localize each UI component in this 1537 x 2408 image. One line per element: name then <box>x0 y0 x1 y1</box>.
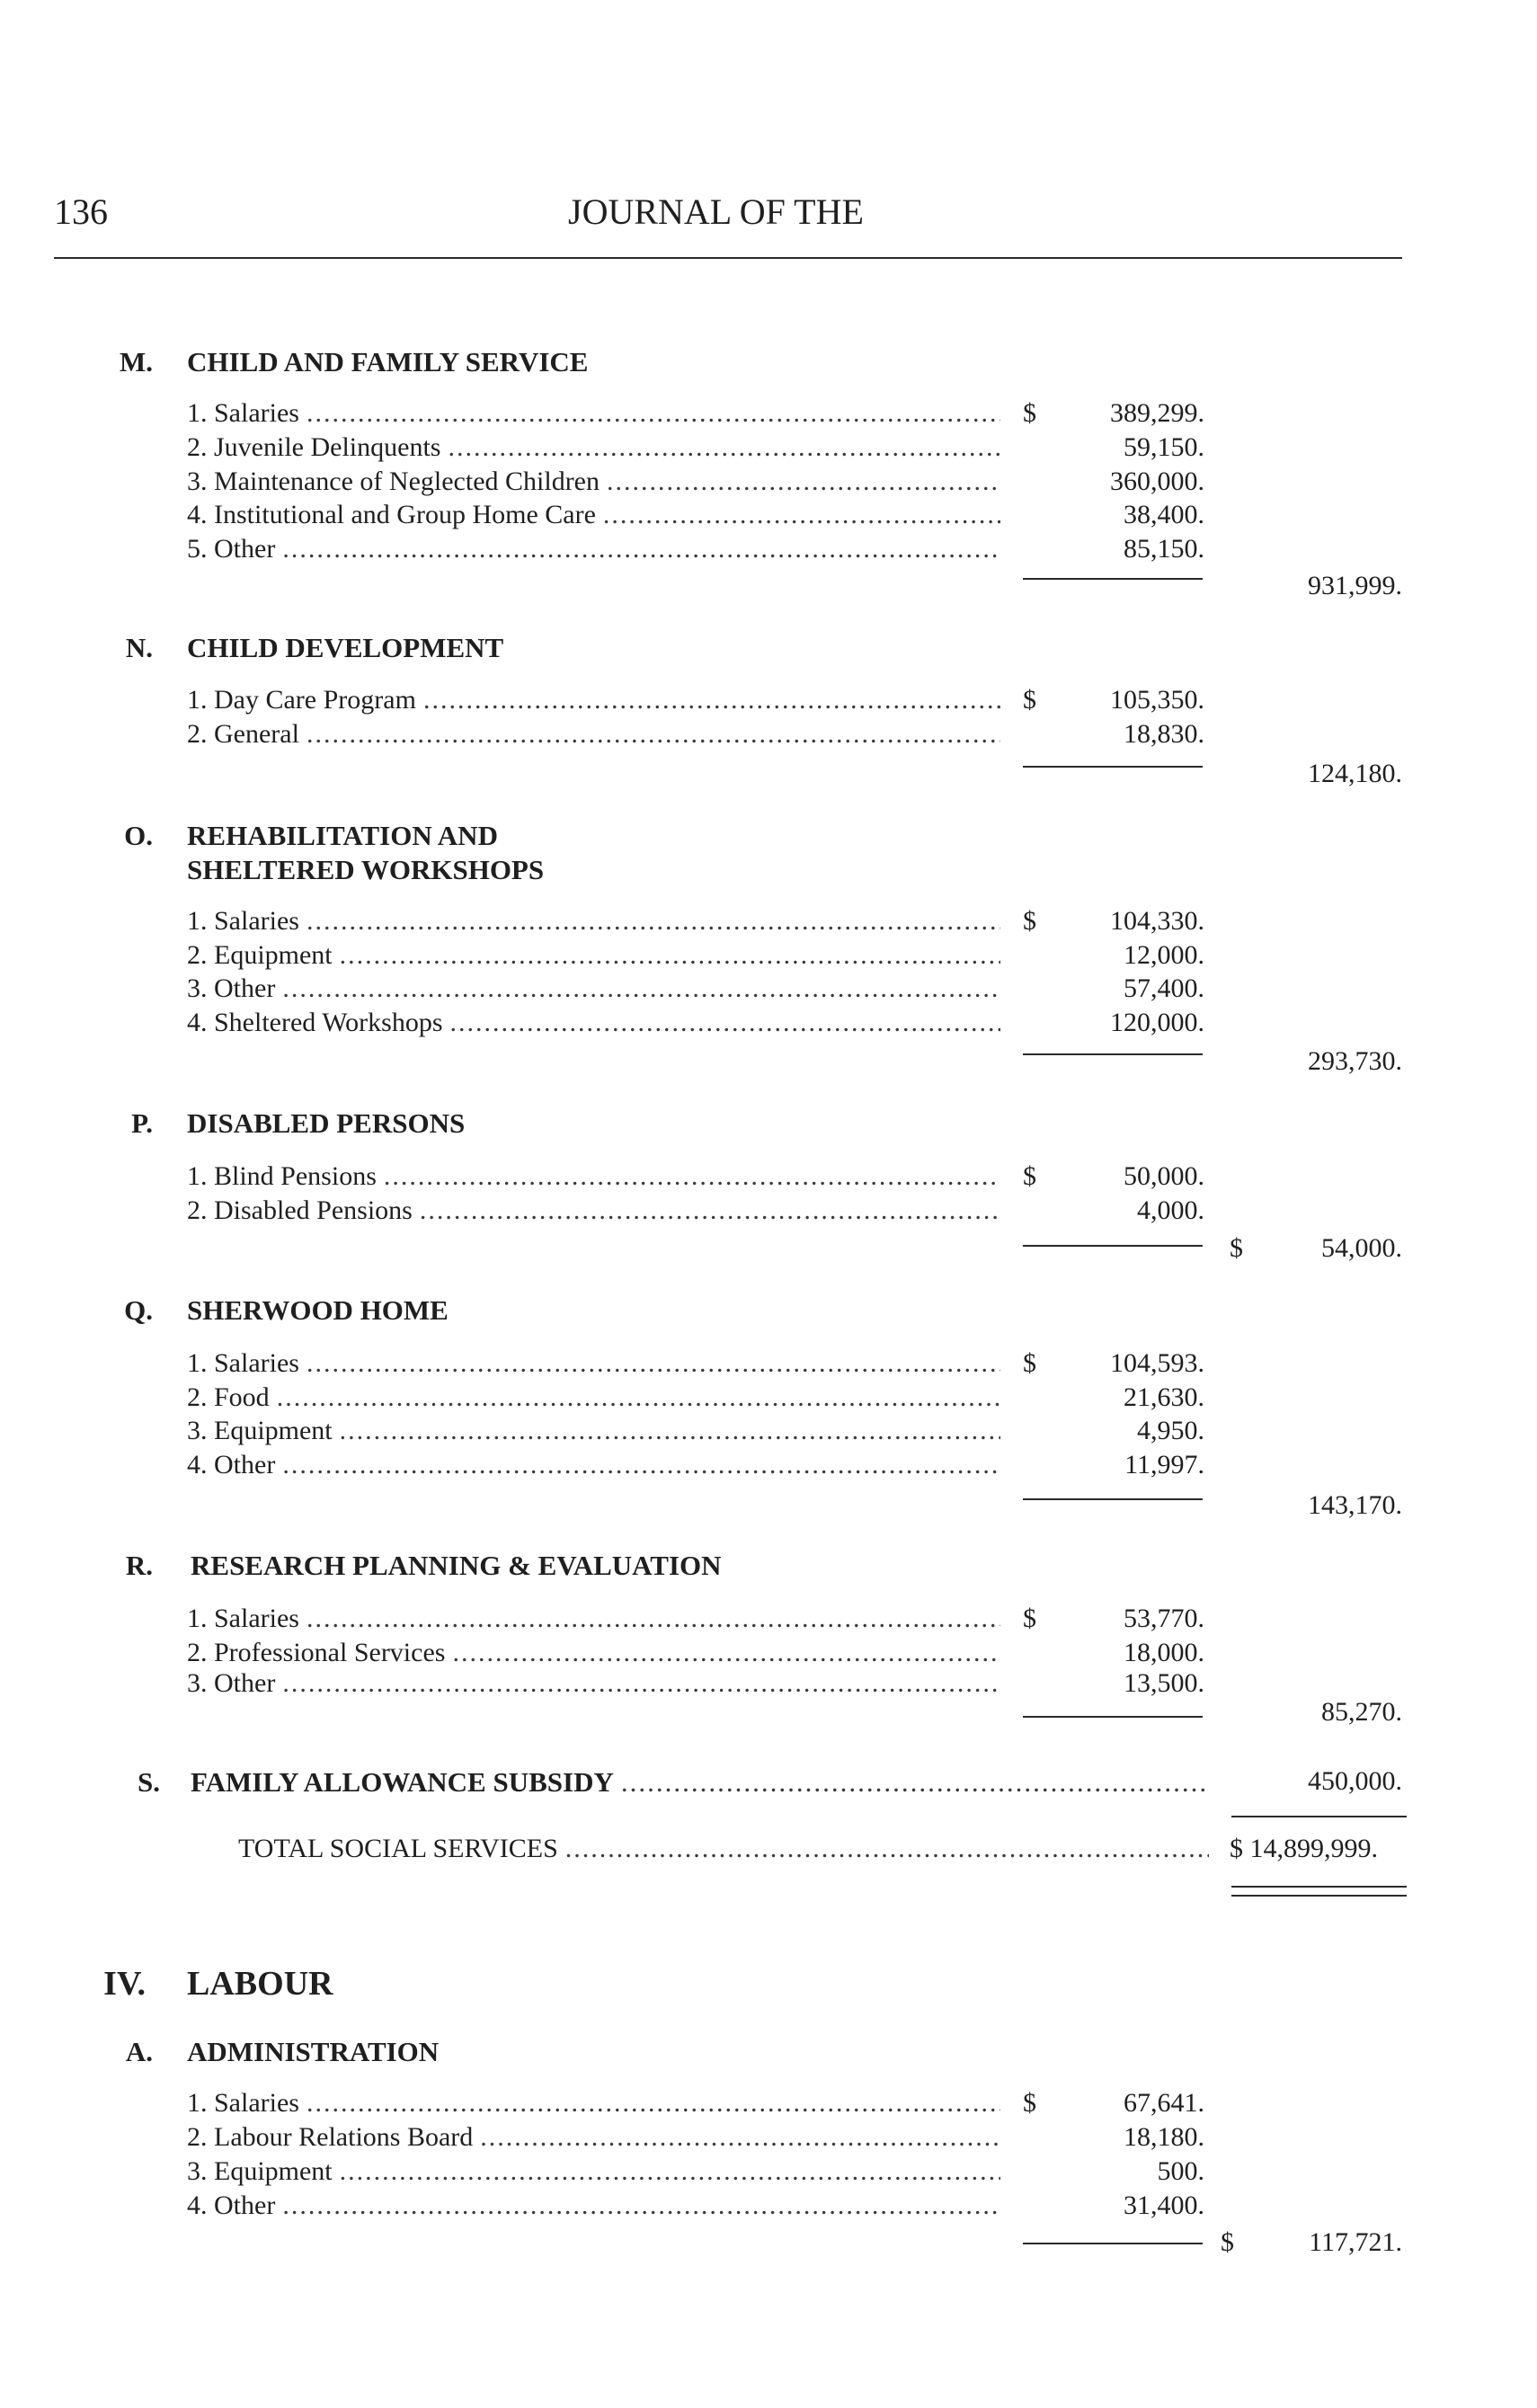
line-amount: 18,000. <box>1124 1638 1204 1667</box>
section-title: RESEARCH PLANNING & EVALUATION <box>191 1550 722 1581</box>
line-item: 2. Food ..... <box>187 1382 1000 1413</box>
line-amount: 500. <box>1157 2156 1204 2186</box>
part-title: LABOUR <box>187 1965 333 2003</box>
section-title: CHILD AND FAMILY SERVICE <box>187 346 589 378</box>
line-item: 4. Other ..... <box>187 1450 1000 1480</box>
section-total: 85,270. <box>1321 1697 1402 1727</box>
subtotal-rule <box>1023 766 1203 768</box>
line-item: 1. Salaries ..... <box>187 1348 1000 1379</box>
line-amount: 50,000. <box>1124 1161 1204 1191</box>
dollar-sign: $ <box>1023 1161 1036 1191</box>
line-item: 2. Equipment ..... <box>187 940 1000 971</box>
line-amount: 12,000. <box>1124 940 1204 970</box>
line-amount: 18,180. <box>1124 2122 1204 2152</box>
section-title: CHILD DEVELOPMENT <box>187 632 504 663</box>
family-allowance-amount: 450,000. <box>1308 1766 1402 1796</box>
line-amount: 53,770. <box>1124 1604 1204 1633</box>
line-item: 3. Other ..... <box>187 1668 1000 1699</box>
line-amount: 120,000. <box>1110 1008 1204 1037</box>
line-item: 3. Equipment ..... <box>187 1416 1000 1446</box>
line-item: 5. Other ..... <box>187 534 1000 564</box>
line-item: 2. General ..... <box>187 719 1000 750</box>
total-social-services-amount: $ 14,899,999. <box>1230 1834 1378 1863</box>
line-item: 4. Other ..... <box>187 2190 1000 2221</box>
section-letter: O. <box>124 820 153 851</box>
section-letter: A. <box>125 2036 153 2067</box>
subtotal-rule <box>1231 1816 1407 1817</box>
section-letter: Q. <box>124 1294 153 1326</box>
section-total: 117,721. <box>1309 2227 1402 2257</box>
section-letter: N. <box>125 632 153 663</box>
section-total: 293,730. <box>1308 1046 1402 1076</box>
line-amount: 31,400. <box>1124 2190 1204 2220</box>
line-item: 4. Institutional and Group Home Care ..... <box>187 500 1000 530</box>
section-total: 931,999. <box>1308 571 1402 600</box>
subtotal-rule <box>1023 1498 1203 1500</box>
line-item: 3. Maintenance of Neglected Children ..... <box>187 466 1000 497</box>
line-amount: 67,641. <box>1124 2088 1204 2118</box>
subtotal-rule <box>1023 578 1203 580</box>
line-amount: 4,950. <box>1137 1416 1204 1445</box>
dollar-sign: $ <box>1023 398 1036 428</box>
line-item: 1. Salaries ..... <box>187 1604 1000 1634</box>
total-dollar-sign: $ <box>1221 2227 1234 2257</box>
part-numeral: IV. <box>103 1965 146 2003</box>
line-amount: 360,000. <box>1110 466 1204 496</box>
section-title: REHABILITATION AND <box>187 820 498 851</box>
section-total: 143,170. <box>1308 1490 1402 1520</box>
section-letter: R. <box>125 1550 153 1581</box>
total-social-services-line: TOTAL SOCIAL SERVICES ..... <box>238 1834 1209 1864</box>
section-title: SHERWOOD HOME <box>187 1294 449 1326</box>
line-item: 1. Salaries ..... <box>187 2088 1000 2119</box>
line-amount: 57,400. <box>1124 973 1204 1003</box>
line-item: 1. Day Care Program ..... <box>187 685 1000 715</box>
line-item: 1. Salaries ..... <box>187 906 1000 937</box>
section-letter: S. <box>138 1766 160 1798</box>
line-item: 2. Labour Relations Board ..... <box>187 2122 1000 2153</box>
subtotal-rule <box>1023 1245 1203 1247</box>
line-amount: 13,500. <box>1124 1668 1204 1698</box>
section-title: DISABLED PERSONS <box>187 1107 466 1139</box>
line-amount: 85,150. <box>1124 534 1204 564</box>
line-amount: 104,593. <box>1110 1348 1204 1378</box>
page-header-title: JOURNAL OF THE <box>568 191 864 232</box>
section-total: 54,000. <box>1321 1233 1402 1263</box>
line-item: 2. Professional Services ..... <box>187 1638 1000 1668</box>
section-title: ADMINISTRATION <box>187 2036 440 2067</box>
line-item: 2. Juvenile Delinquents ..... <box>187 432 1000 463</box>
section-letter: M. <box>119 346 153 378</box>
double-rule-top <box>1231 1886 1407 1888</box>
line-item: 3. Equipment ..... <box>187 2156 1000 2187</box>
line-item: 4. Sheltered Workshops ..... <box>187 1008 1000 1038</box>
line-amount: 38,400. <box>1124 500 1204 529</box>
line-amount: 11,997. <box>1124 1450 1204 1479</box>
line-amount: 4,000. <box>1137 1195 1204 1225</box>
dollar-sign: $ <box>1023 1604 1036 1633</box>
line-amount: 389,299. <box>1110 398 1204 428</box>
line-amount: 105,350. <box>1110 685 1204 715</box>
line-item: 1. Salaries ..... <box>187 398 1000 429</box>
line-amount: 18,830. <box>1124 719 1204 749</box>
line-amount: 21,630. <box>1124 1382 1204 1412</box>
line-item: 2. Disabled Pensions ..... <box>187 1195 1000 1226</box>
section-total: 124,180. <box>1308 759 1402 788</box>
dollar-sign: $ <box>1023 2088 1036 2118</box>
line-amount: 59,150. <box>1124 432 1204 462</box>
dollar-sign: $ <box>1023 906 1036 936</box>
total-dollar-sign: $ <box>1230 1233 1243 1263</box>
dollar-sign: $ <box>1023 685 1036 715</box>
section-letter: P. <box>131 1107 153 1139</box>
line-item: 3. Other ..... <box>187 973 1000 1004</box>
family-allowance-line: FAMILY ALLOWANCE SUBSIDY ..... <box>191 1766 1208 1799</box>
line-item: 1. Blind Pensions ..... <box>187 1161 1000 1192</box>
subtotal-rule <box>1023 1716 1203 1718</box>
double-rule-bottom <box>1231 1895 1407 1897</box>
header-rule <box>54 257 1402 259</box>
section-title-line2: SHELTERED WORKSHOPS <box>187 854 545 885</box>
page-number: 136 <box>54 191 108 232</box>
dollar-sign: $ <box>1023 1348 1036 1378</box>
subtotal-rule <box>1023 1053 1203 1055</box>
line-amount: 104,330. <box>1110 906 1204 936</box>
subtotal-rule <box>1023 2243 1203 2244</box>
